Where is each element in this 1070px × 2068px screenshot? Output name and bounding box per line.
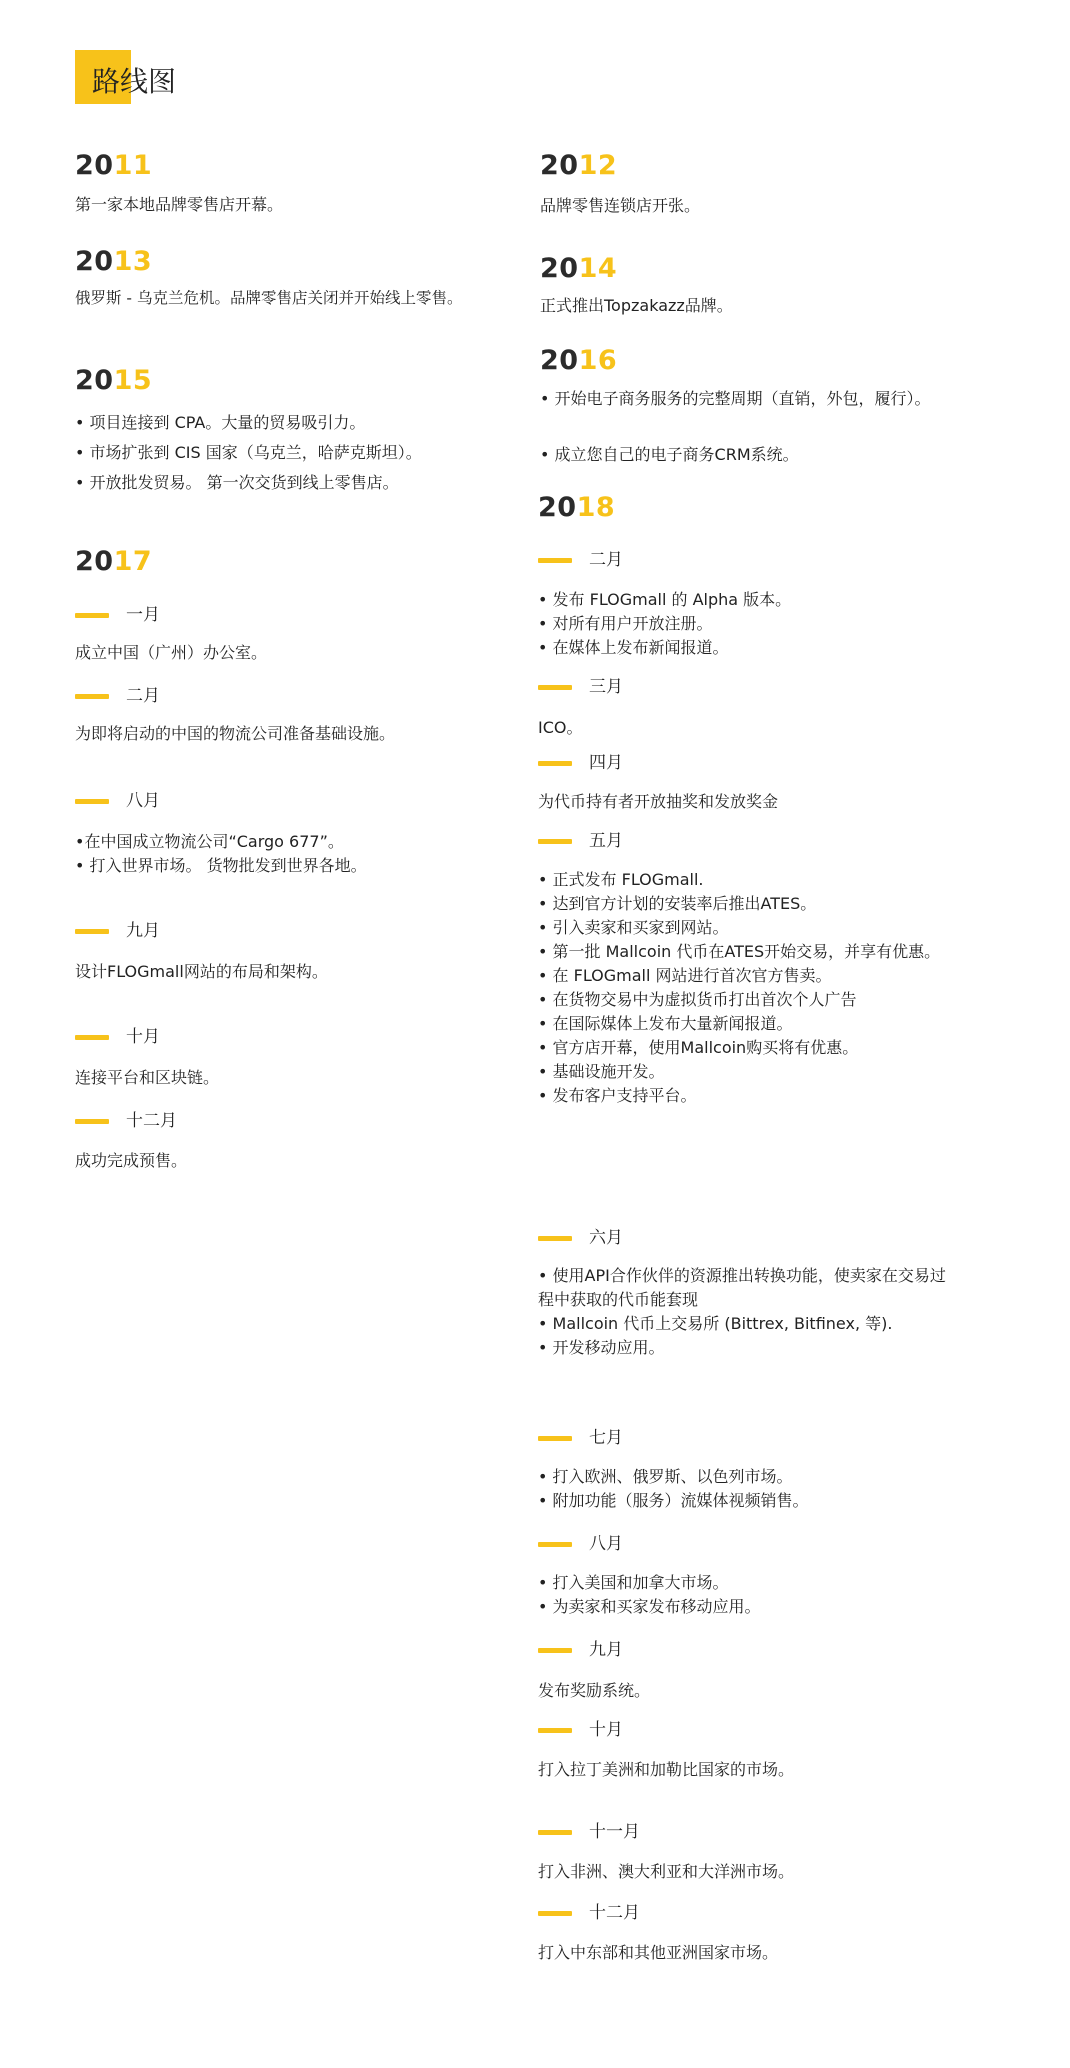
- year-prefix: 20: [75, 246, 114, 277]
- list-item: • 为卖家和买家发布移动应用。: [538, 1597, 761, 1616]
- month-dash: [538, 1648, 572, 1653]
- list-item: • 成立您自己的电子商务CRM系统。: [540, 445, 799, 464]
- list-item: • 开发移动应用。: [538, 1338, 665, 1357]
- list-item: • 在 FLOGmall 网站进行首次官方售卖。: [538, 966, 832, 985]
- month-2017-oct-text: 连接平台和区块链。: [75, 1068, 220, 1087]
- list-item: • 正式发布 FLOGmall.: [538, 870, 704, 889]
- list-item: • 开放批发贸易。 第一次交货到线上零售店。: [75, 473, 399, 492]
- year-prefix: 20: [75, 365, 114, 396]
- month-2018-may-text: [538, 868, 993, 1108]
- month-label: 七月: [589, 1428, 623, 1448]
- list-item: • 在国际媒体上发布大量新闻报道。: [538, 1014, 793, 1033]
- month-dash: [538, 1830, 572, 1835]
- list-item: • 基础设施开发。: [538, 1062, 665, 1081]
- month-dash: [538, 1236, 572, 1241]
- year-2014-heading: [540, 253, 617, 284]
- month-label: 十月: [126, 1027, 160, 1047]
- year-suffix: 16: [578, 345, 618, 376]
- list-item: • 发布客户支持平台。: [538, 1086, 697, 1105]
- list-item: • Mallcoin 代币上交易所 (Bittrex, Bitfinex, 等).: [538, 1314, 893, 1333]
- year-prefix: 20: [540, 345, 579, 376]
- month-2018-dec-text: 打入中东部和其他亚洲国家市场。: [538, 1943, 779, 1962]
- month-2018-sep-text: 发布奖励系统。: [538, 1681, 651, 1700]
- month-2018-oct-text: 打入拉丁美洲和加勒比国家的市场。: [538, 1760, 795, 1779]
- month-dash: [538, 685, 572, 690]
- list-item: • 官方店开幕，使用Mallcoin购买将有优惠。: [538, 1038, 859, 1057]
- year-2011-heading: [75, 150, 152, 181]
- month-2018-nov-text: 打入非洲、澳大利亚和大洋洲市场。: [538, 1862, 795, 1881]
- year-prefix: 20: [540, 150, 579, 181]
- month-dash: [75, 1035, 109, 1040]
- year-prefix: 20: [75, 546, 114, 577]
- month-label: 九月: [126, 921, 160, 941]
- year-prefix: 20: [75, 150, 114, 181]
- list-item: • 开始电子商务服务的完整周期（直销，外包，履行）。: [540, 389, 931, 408]
- list-item: • 打入世界市场。 货物批发到世界各地。: [75, 856, 367, 875]
- year-2016-heading: [540, 345, 617, 376]
- month-2017-jan-text: 成立中国（广州）办公室。: [75, 643, 268, 662]
- list-item: • 在媒体上发布新闻报道。: [538, 638, 729, 657]
- month-label: 四月: [589, 753, 623, 773]
- year-2017-heading: [75, 546, 152, 577]
- year-prefix: 20: [540, 253, 579, 284]
- list-item: • 打入美国和加拿大市场。: [538, 1573, 729, 1592]
- list-item: • 引入卖家和买家到网站。: [538, 918, 729, 937]
- month-2017-feb-text: 为即将启动的中国的物流公司准备基础设施。: [75, 724, 396, 743]
- month-label: 八月: [126, 791, 160, 811]
- list-item: • 在货物交易中为虚拟货币打出首次个人广告: [538, 990, 857, 1009]
- month-2017-aug-text: [75, 830, 530, 878]
- list-item: • 达到官方计划的安装率后推出ATES。: [538, 894, 817, 913]
- month-dash: [538, 1728, 572, 1733]
- list-item: • 发布 FLOGmall 的 Alpha 版本。: [538, 590, 792, 609]
- month-dash: [538, 1911, 572, 1916]
- year-2018-heading: [538, 492, 615, 523]
- year-2011-text: 第一家本地品牌零售店开幕。: [75, 195, 284, 214]
- month-label: 三月: [589, 677, 623, 697]
- list-item: 程中获取的代币能套现: [538, 1290, 699, 1309]
- year-suffix: 17: [113, 546, 153, 577]
- month-label: 十二月: [589, 1903, 640, 1923]
- year-suffix: 14: [578, 253, 618, 284]
- month-dash: [538, 1436, 572, 1441]
- month-dash: [538, 761, 572, 766]
- month-dash: [75, 799, 109, 804]
- month-label: 二月: [126, 686, 160, 706]
- list-item: • 对所有用户开放注册。: [538, 614, 713, 633]
- month-2018-feb-text: [538, 588, 993, 660]
- year-2015-list: [75, 411, 422, 495]
- month-dash: [538, 1542, 572, 1547]
- year-2012-heading: [540, 150, 617, 181]
- year-prefix: 20: [538, 492, 577, 523]
- month-2018-mar-text: ICO。: [538, 718, 583, 737]
- year-suffix: 18: [576, 492, 616, 523]
- list-item: • 使用API合作伙伴的资源推出转换功能，使卖家在交易过: [538, 1266, 946, 1285]
- page-title: 路线图: [92, 65, 177, 98]
- year-suffix: 11: [113, 150, 153, 181]
- year-2013-text: 俄罗斯 - 乌克兰危机。品牌零售店关闭并开始线上零售。: [75, 289, 463, 307]
- year-2014-text: 正式推出Topzakazz品牌。: [540, 296, 733, 315]
- year-2012-text: 品牌零售连锁店开张。: [540, 196, 701, 215]
- year-suffix: 12: [578, 150, 618, 181]
- list-item: • 附加功能（服务）流媒体视频销售。: [538, 1491, 809, 1510]
- month-label: 九月: [589, 1640, 623, 1660]
- month-2018-aug-text: [538, 1571, 993, 1619]
- month-2018-apr-text: 为代币持有者开放抽奖和发放奖金: [538, 792, 779, 811]
- month-label: 十月: [589, 1720, 623, 1740]
- list-item: • 项目连接到 CPA。大量的贸易吸引力。: [75, 413, 366, 432]
- month-2017-dec-text: 成功完成预售。: [75, 1151, 188, 1170]
- year-2015-heading: [75, 365, 152, 396]
- month-label: 八月: [589, 1534, 623, 1554]
- month-2018-jul-text: [538, 1465, 993, 1513]
- year-suffix: 15: [113, 365, 153, 396]
- month-dash: [75, 1119, 109, 1124]
- month-dash: [75, 694, 109, 699]
- month-dash: [538, 558, 572, 563]
- month-label: 二月: [589, 550, 623, 570]
- month-2017-sep-text: 设计FLOGmall网站的布局和架构。: [75, 962, 328, 981]
- month-2018-jun-text: [538, 1264, 1008, 1360]
- list-item: • 打入欧洲、俄罗斯、以色列市场。: [538, 1467, 793, 1486]
- month-label: 十一月: [589, 1822, 640, 1842]
- year-suffix: 13: [113, 246, 153, 277]
- month-label: 一月: [126, 605, 160, 625]
- year-2013-heading: [75, 246, 152, 277]
- year-2016-list: [540, 387, 931, 467]
- month-dash: [75, 613, 109, 618]
- month-label: 六月: [589, 1228, 623, 1248]
- month-dash: [538, 839, 572, 844]
- month-label: 五月: [589, 831, 623, 851]
- list-item: •在中国成立物流公司“Cargo 677”。: [75, 832, 344, 851]
- list-item: • 市场扩张到 CIS 国家（乌克兰，哈萨克斯坦）。: [75, 443, 422, 462]
- month-dash: [75, 929, 109, 934]
- month-label: 十二月: [126, 1111, 177, 1131]
- list-item: • 第一批 Mallcoin 代币在ATES开始交易，并享有优惠。: [538, 942, 941, 961]
